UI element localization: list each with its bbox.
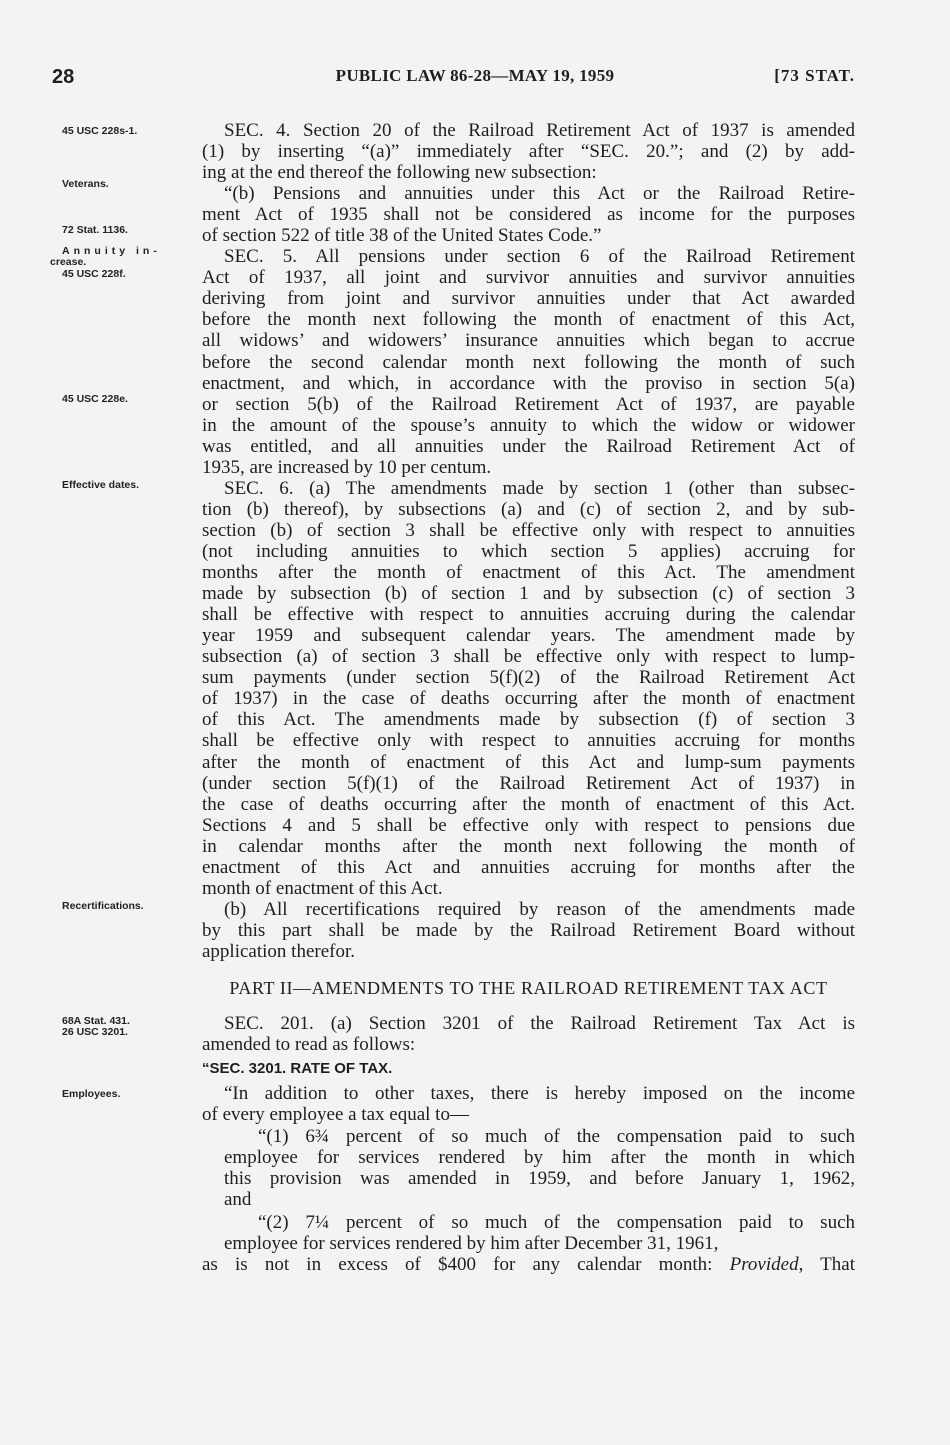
text-line: months after the month of enactment of this Act. The amendment — [202, 562, 855, 584]
text-line: (b) All recertifications required by reason of the amendments made — [224, 898, 855, 920]
margin-note: crease. — [50, 256, 87, 268]
section-6-a — [202, 478, 855, 899]
statute-reference: [73 STAT. — [774, 66, 855, 85]
margin-note: Effective dates. — [62, 479, 140, 491]
text-line: application therefor. — [202, 940, 355, 962]
text-line: “(b) Pensions and annuities under this Act or the Railroad Retire- — [224, 183, 855, 205]
section-6-b — [202, 899, 855, 962]
section-5 — [202, 246, 855, 478]
text-line: subsection (a) of section 3 shall be effective only with respect to lump- — [202, 646, 855, 668]
text-line: of every employee a tax equal to— — [202, 1104, 469, 1126]
margin-note: 68A Stat. 431. — [62, 1015, 130, 1027]
text-line: employee for services rendered by him after December 31, 1961, — [224, 1233, 719, 1255]
text-line: and — [224, 1189, 252, 1211]
text-line: all widows’ and widowers’ insurance annuities which began to accrue — [202, 330, 855, 352]
text-line: amended to read as follows: — [202, 1034, 416, 1056]
tax-item-1 — [202, 1126, 855, 1210]
margin-note: 72 Stat. 1136. — [62, 224, 128, 236]
text-line: sum payments (under section 5(f)(2) of the Railroad Retirement Act — [202, 667, 855, 689]
text-line: enactment of this Act and annuities accruing for months after the — [202, 856, 855, 878]
text-line: shall be effective with respect to annuities accruing during the calendar — [202, 604, 855, 626]
text-line: the case of deaths occurring after the month of enactment of this Act. — [202, 793, 855, 815]
text-line: “(1) 6¾ percent of so much of the compensation paid to such — [258, 1126, 855, 1147]
page-number: 28 — [52, 66, 75, 88]
text-line: ment Act of 1935 shall not be considered as income for the purposes — [202, 204, 855, 226]
tax-intro — [202, 1083, 855, 1125]
text-line: before the second calendar month next following the month of such — [202, 351, 855, 373]
text-line: in calendar months after the month next following the month of — [202, 835, 855, 857]
text-line: Act of 1937, all joint and survivor annuities and survivor annuities — [202, 267, 855, 289]
final-line — [202, 1254, 855, 1275]
margin-note: 45 USC 228f. — [62, 268, 126, 280]
margin-note: Veterans. — [62, 178, 109, 190]
text-line: made by subsection (b) of section 1 and by subsection (c) of section 3 — [202, 583, 855, 605]
text-line: month of enactment of this Act. — [202, 877, 443, 899]
text-line: of this Act. The amendments made by subsection (f) of section 3 — [202, 709, 855, 731]
margin-note: Annuity in- — [62, 245, 161, 257]
margin-note: 26 USC 3201. — [62, 1026, 128, 1038]
section-201 — [202, 1013, 855, 1055]
text-line: Sections 4 and 5 shall be effective only with respect to pensions due — [202, 814, 855, 836]
text-line: deriving from joint and survivor annuities under that Act awarded — [202, 288, 855, 310]
text-line: in the amount of the spouse’s annuity to which the widow or widower — [202, 414, 855, 436]
text-line: SEC. 201. (a) Section 3201 of the Railroad Retirement Tax Act is — [224, 1013, 855, 1034]
part-heading: PART II—AMENDMENTS TO THE RAILROAD RETIREMENT TAX ACT — [229, 978, 828, 998]
margin-note: 45 USC 228e. — [62, 393, 128, 405]
text-line: of section 522 of title 38 of the United States Code.” — [202, 225, 602, 247]
margin-note: Employees. — [62, 1088, 121, 1100]
margin-note: Recertifications. — [62, 900, 144, 912]
text-line: 1935, are increased by 10 per centum. — [202, 456, 492, 478]
text-line: was entitled, and all annuities under the Railroad Retirement Act of — [202, 435, 855, 457]
text-line: shall be effective only with respect to annuities accruing for months — [202, 730, 855, 752]
text-line: employee for services rendered by him after the month in which — [224, 1147, 855, 1169]
text-line: year 1959 and subsequent calendar years. The amendment made by — [202, 625, 855, 647]
running-header-title: PUBLIC LAW 86-28—MAY 19, 1959 — [335, 66, 615, 85]
text-line: (not including annuities to which section 5 applies) accruing for — [202, 541, 855, 563]
text-line: (1) by inserting “(a)” immediately after “SEC. 20.”; and (2) by add- — [202, 141, 855, 163]
text-line: ing at the end thereof the following new subsection: — [202, 162, 597, 184]
text-line: this provision was amended in 1959, and before January 1, 1962, — [224, 1168, 855, 1190]
text-line: tion (b) thereof), by subsections (a) and (c) of section 2, and by sub- — [202, 498, 855, 520]
text-line: enactment, and which, in accordance with the proviso in section 5(a) — [202, 372, 855, 394]
text-line: section (b) of section 3 shall be effective only with respect to annuities — [202, 519, 855, 541]
section-3201-heading: “SEC. 3201. RATE OF TAX. — [202, 1060, 393, 1077]
text-line: after the month of enactment of this Act and lump-sum payments — [202, 751, 855, 773]
proviso-italic: Provided — [729, 1254, 799, 1275]
tax-item-2 — [202, 1212, 855, 1254]
text-line: SEC. 6. (a) The amendments made by section 1 (other than subsec- — [224, 477, 855, 499]
text-line: SEC. 5. All pensions under section 6 of the Railroad Retirement — [224, 246, 855, 268]
text-line: “In addition to other taxes, there is hereby imposed on the income — [224, 1083, 855, 1104]
text-line: before the month next following the month of enactment of this Act, — [202, 309, 855, 331]
text-line: or section 5(b) of the Railroad Retirement Act of 1937, are payable — [202, 393, 855, 415]
text-line: by this part shall be made by the Railroad Retirement Board without — [202, 919, 855, 941]
margin-note: 45 USC 228s-1. — [62, 125, 138, 137]
text-line: of 1937) in the case of deaths occurring after the month of enactment — [202, 688, 855, 710]
section-4 — [202, 120, 855, 183]
final-line-tail: , That — [798, 1254, 855, 1275]
final-line-text: as is not in excess of $400 for any calendar month: — [202, 1254, 730, 1275]
text-line: (under section 5(f)(1) of the Railroad Retirement Act of 1937) in — [202, 772, 855, 794]
text-line: SEC. 4. Section 20 of the Railroad Retirement Act of 1937 is amended — [224, 120, 855, 141]
text-line: “(2) 7¼ percent of so much of the compensation paid to such — [258, 1212, 855, 1233]
section-4-subsection-b — [202, 183, 855, 246]
